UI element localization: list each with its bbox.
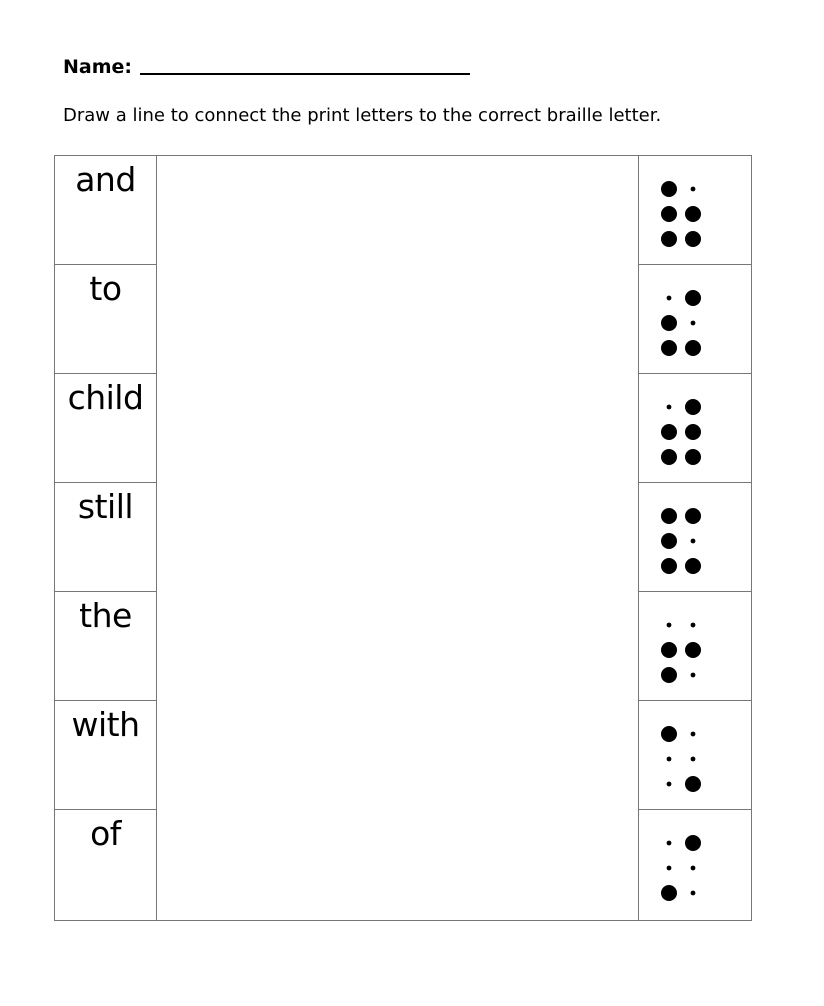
matching-table <box>54 155 752 921</box>
raised-dot-3 <box>661 231 677 247</box>
print-word: child <box>67 378 144 417</box>
raised-dot-2 <box>661 315 677 331</box>
word-cell[interactable] <box>55 810 156 919</box>
raised-dot-3 <box>661 558 677 574</box>
raised-dot-3 <box>661 885 677 901</box>
raised-dot-6 <box>685 558 701 574</box>
flat-dot-6 <box>691 673 696 678</box>
braille-cell[interactable] <box>639 265 752 374</box>
flat-dot-5 <box>691 866 696 871</box>
raised-dot-6 <box>685 231 701 247</box>
raised-dot-5 <box>685 642 701 658</box>
flat-dot-4 <box>691 623 696 628</box>
print-word: to <box>89 269 122 308</box>
flat-dot-4 <box>691 187 696 192</box>
raised-dot-2 <box>661 424 677 440</box>
print-word: the <box>79 596 132 635</box>
braille-cell[interactable] <box>639 374 752 483</box>
raised-dot-6 <box>685 776 701 792</box>
print-words-column <box>55 156 157 920</box>
name-label: Name: <box>63 56 133 78</box>
flat-dot-5 <box>691 539 696 544</box>
print-word: of <box>90 814 121 853</box>
braille-cell[interactable] <box>639 156 752 265</box>
raised-dot-4 <box>685 835 701 851</box>
raised-dot-6 <box>685 340 701 356</box>
flat-dot-5 <box>691 757 696 762</box>
flat-dot-1 <box>667 841 672 846</box>
word-cell[interactable] <box>55 592 156 701</box>
braille-symbol <box>639 265 752 373</box>
name-blank-line[interactable] <box>140 73 470 75</box>
word-cell[interactable] <box>55 701 156 810</box>
instructions-text: Draw a line to connect the print letters to the correct braille letter. <box>63 105 662 126</box>
raised-dot-2 <box>661 206 677 222</box>
raised-dot-2 <box>661 642 677 658</box>
flat-dot-1 <box>667 623 672 628</box>
raised-dot-4 <box>685 508 701 524</box>
word-cell[interactable] <box>55 156 156 265</box>
braille-symbol <box>639 592 752 700</box>
flat-dot-1 <box>667 296 672 301</box>
raised-dot-2 <box>661 533 677 549</box>
flat-dot-4 <box>691 732 696 737</box>
print-word: still <box>77 487 134 526</box>
raised-dot-3 <box>661 667 677 683</box>
print-word: and <box>75 160 136 199</box>
braille-symbol <box>639 156 752 264</box>
flat-dot-5 <box>691 321 696 326</box>
print-word: with <box>71 705 140 744</box>
raised-dot-4 <box>685 399 701 415</box>
raised-dot-1 <box>661 181 677 197</box>
raised-dot-3 <box>661 340 677 356</box>
name-row <box>63 52 470 78</box>
word-cell[interactable] <box>55 483 156 592</box>
braille-column <box>638 156 752 920</box>
braille-cell[interactable] <box>639 701 752 810</box>
braille-cell[interactable] <box>639 810 752 919</box>
raised-dot-3 <box>661 449 677 465</box>
flat-dot-2 <box>667 757 672 762</box>
line-drawing-area[interactable] <box>156 156 638 920</box>
braille-symbol <box>639 701 752 809</box>
flat-dot-1 <box>667 405 672 410</box>
raised-dot-1 <box>661 726 677 742</box>
flat-dot-2 <box>667 866 672 871</box>
raised-dot-5 <box>685 206 701 222</box>
word-cell[interactable] <box>55 265 156 374</box>
raised-dot-5 <box>685 424 701 440</box>
raised-dot-4 <box>685 290 701 306</box>
braille-symbol <box>639 374 752 482</box>
word-cell[interactable] <box>55 374 156 483</box>
flat-dot-3 <box>667 782 672 787</box>
braille-cell[interactable] <box>639 592 752 701</box>
braille-symbol <box>639 810 752 919</box>
braille-symbol <box>639 483 752 591</box>
flat-dot-6 <box>691 891 696 896</box>
raised-dot-6 <box>685 449 701 465</box>
raised-dot-1 <box>661 508 677 524</box>
braille-cell[interactable] <box>639 483 752 592</box>
